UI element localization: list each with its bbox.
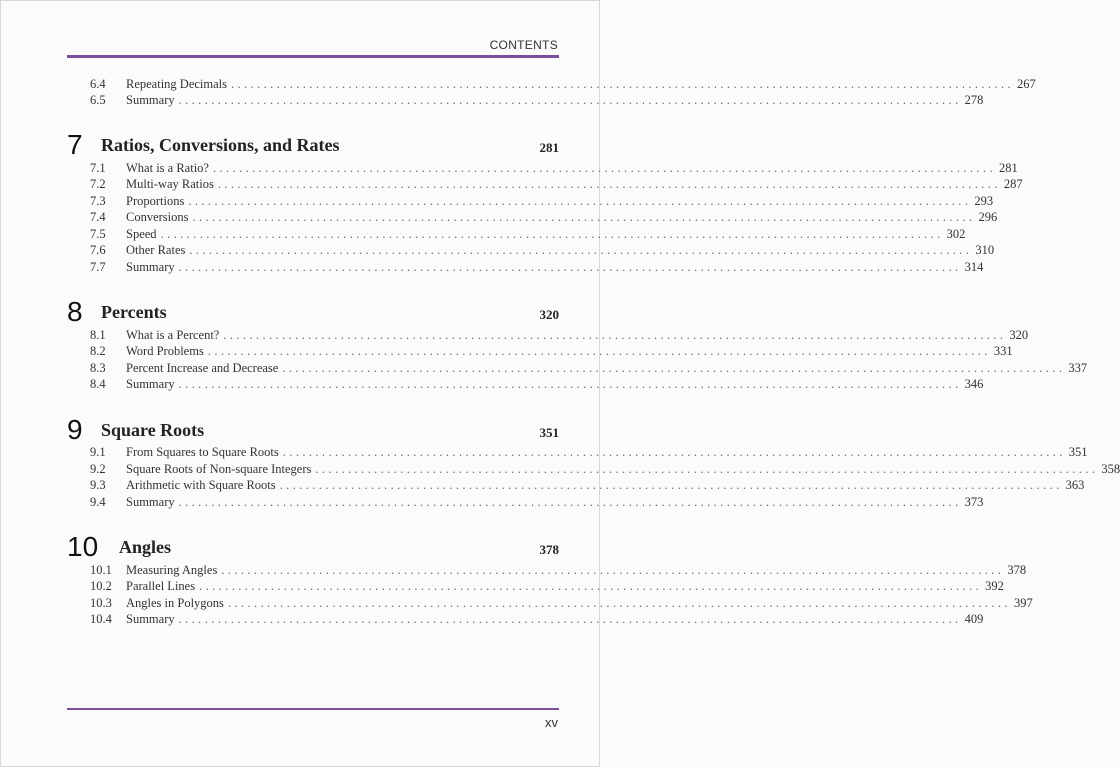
toc-entry[interactable] [90, 344, 1013, 360]
section-title: What is a Ratio? [126, 161, 209, 175]
section-number: 9.1 [90, 445, 106, 459]
page-number: 337 [1068, 361, 1088, 375]
section-number: 7.4 [90, 210, 106, 224]
section-number: 7.2 [90, 177, 106, 191]
section-title: Measuring Angles [126, 563, 218, 577]
toc-entry[interactable] [90, 194, 994, 210]
chapter-heading[interactable] [67, 127, 559, 161]
section-number: 7.5 [90, 227, 106, 241]
toc-entry[interactable] [90, 361, 1088, 377]
header-rule [67, 55, 559, 58]
chapter-heading[interactable] [67, 294, 559, 328]
section-number: 7.3 [90, 194, 106, 208]
page-number: 378 [1007, 563, 1027, 577]
page-number: 287 [1003, 177, 1023, 191]
dot-leader: ........................................................................................................................ [178, 93, 962, 107]
page-number: 373 [964, 495, 984, 509]
section-number: 9.2 [90, 462, 106, 476]
page-number: 358 [1101, 462, 1120, 476]
dot-leader: ........................................................................................................................ [178, 612, 962, 626]
section-title: Summary [126, 495, 175, 509]
dot-leader: ........................................................................................................................ [199, 579, 983, 593]
section-number: 8.1 [90, 328, 106, 342]
dot-leader: ........................................................................................................................ [189, 243, 973, 257]
dot-leader: ........................................................................................................................ [282, 445, 1066, 459]
section-number: 8.3 [90, 361, 106, 375]
chapter-title: Ratios, Conversions, and Rates [101, 135, 340, 155]
dot-leader: ........................................................................................................................ [212, 161, 996, 175]
toc-entry[interactable] [90, 612, 984, 628]
page-number: 302 [946, 227, 966, 241]
section-number: 10.3 [90, 596, 112, 610]
toc-entry[interactable] [90, 445, 1088, 461]
section-title: Multi-way Ratios [126, 177, 214, 191]
section-number: 7.6 [90, 243, 106, 257]
section-title: Proportions [126, 194, 185, 208]
dot-leader: ........................................................................................................................ [188, 194, 972, 208]
section-number: 7.1 [90, 161, 106, 175]
section-number: 8.4 [90, 377, 106, 391]
running-header: CONTENTS [489, 38, 558, 52]
chapter-page: 281 [539, 140, 559, 155]
page-number: 296 [978, 210, 998, 224]
chapter-number: 8 [67, 296, 83, 327]
toc-entry[interactable] [90, 93, 984, 109]
page-number: 351 [1068, 445, 1088, 459]
dot-leader: ........................................................................................................................ [217, 177, 1001, 191]
toc-entry[interactable] [90, 243, 995, 259]
chapter-page: 378 [539, 542, 559, 557]
dot-leader: ........................................................................................................................ [178, 495, 962, 509]
dot-leader: ........................................................................................................................ [178, 260, 962, 274]
section-title: Parallel Lines [126, 579, 196, 593]
page-number: 310 [975, 243, 995, 257]
section-title: Summary [126, 260, 175, 274]
section-title: What is a Percent? [126, 328, 220, 342]
section-title: Speed [126, 227, 157, 241]
dot-leader: ........................................................................................................................ [315, 462, 1099, 476]
dot-leader: ........................................................................................................................ [282, 361, 1066, 375]
dot-leader: ........................................................................................................................ [221, 563, 1005, 577]
toc-entry[interactable] [90, 177, 1023, 193]
dot-leader: ........................................................................................................................ [231, 77, 1015, 91]
section-title: Angles in Polygons [126, 596, 224, 610]
section-title: Conversions [126, 210, 189, 224]
section-title: Word Problems [126, 344, 204, 358]
dot-leader: ........................................................................................................................ [207, 344, 991, 358]
chapter-title: Angles [119, 537, 172, 557]
toc-entry[interactable] [90, 77, 1036, 93]
section-number: 10.1 [90, 563, 112, 577]
section-title: Summary [126, 93, 175, 107]
page-number: 278 [964, 93, 984, 107]
section-number: 6.5 [90, 93, 106, 107]
section-title: Other Rates [126, 243, 186, 257]
chapter-number: 7 [67, 129, 83, 160]
section-title: Square Roots of Non-square Integers [126, 462, 312, 476]
dot-leader: ........................................................................................................................ [192, 210, 976, 224]
dot-leader: ........................................................................................................................ [279, 478, 1063, 492]
chapter-page: 351 [539, 425, 559, 440]
chapter-page: 320 [539, 307, 559, 322]
toc-entry[interactable] [90, 478, 1085, 494]
chapter-number: 10 [67, 531, 99, 562]
dot-leader: ........................................................................................................................ [227, 596, 1011, 610]
section-number: 10.2 [90, 579, 112, 593]
toc-entry[interactable] [90, 462, 1120, 478]
page-number: 314 [964, 260, 984, 274]
section-number: 7.7 [90, 260, 106, 274]
section-title: Summary [126, 612, 175, 626]
page-number: 363 [1065, 478, 1085, 492]
page-number: 267 [1017, 77, 1036, 91]
chapter-title: Percents [101, 302, 167, 322]
section-title: Summary [126, 377, 175, 391]
chapter-title: Square Roots [101, 420, 205, 440]
dot-leader: ........................................................................................................................ [223, 328, 1007, 342]
toc-entry[interactable] [90, 596, 1033, 612]
chapter-number: 9 [67, 414, 83, 445]
page-number: 392 [985, 579, 1004, 593]
toc-entry[interactable] [90, 328, 1029, 344]
dot-leader: ........................................................................................................................ [178, 377, 962, 391]
chapter-heading[interactable] [67, 529, 559, 563]
section-number: 10.4 [90, 612, 112, 626]
toc-entry[interactable] [90, 161, 1018, 177]
section-title: From Squares to Square Roots [126, 445, 279, 459]
toc-entry[interactable] [90, 377, 984, 393]
page-number: 346 [964, 377, 984, 391]
toc-entry[interactable] [90, 227, 966, 243]
section-number: 8.2 [90, 344, 106, 358]
folio: xv [545, 715, 558, 730]
toc-entry[interactable] [90, 260, 984, 276]
chapter-heading[interactable] [67, 412, 559, 446]
section-number: 6.4 [90, 77, 106, 91]
page-number: 331 [993, 344, 1013, 358]
dot-leader: ........................................................................................................................ [160, 227, 944, 241]
section-number: 9.3 [90, 478, 106, 492]
footer-rule [67, 708, 559, 710]
section-title: Percent Increase and Decrease [126, 361, 279, 375]
page-number: 320 [1009, 328, 1029, 342]
toc-entry[interactable] [90, 579, 1004, 595]
section-number: 9.4 [90, 495, 106, 509]
page-number: 281 [998, 161, 1018, 175]
section-title: Arithmetic with Square Roots [126, 478, 276, 492]
toc-entry[interactable] [90, 495, 984, 511]
toc-entry[interactable] [90, 210, 998, 226]
page-number: 409 [964, 612, 984, 626]
section-title: Repeating Decimals [126, 77, 228, 91]
toc-entry[interactable] [90, 563, 1027, 579]
page-number: 397 [1013, 596, 1033, 610]
page-number: 293 [974, 194, 994, 208]
